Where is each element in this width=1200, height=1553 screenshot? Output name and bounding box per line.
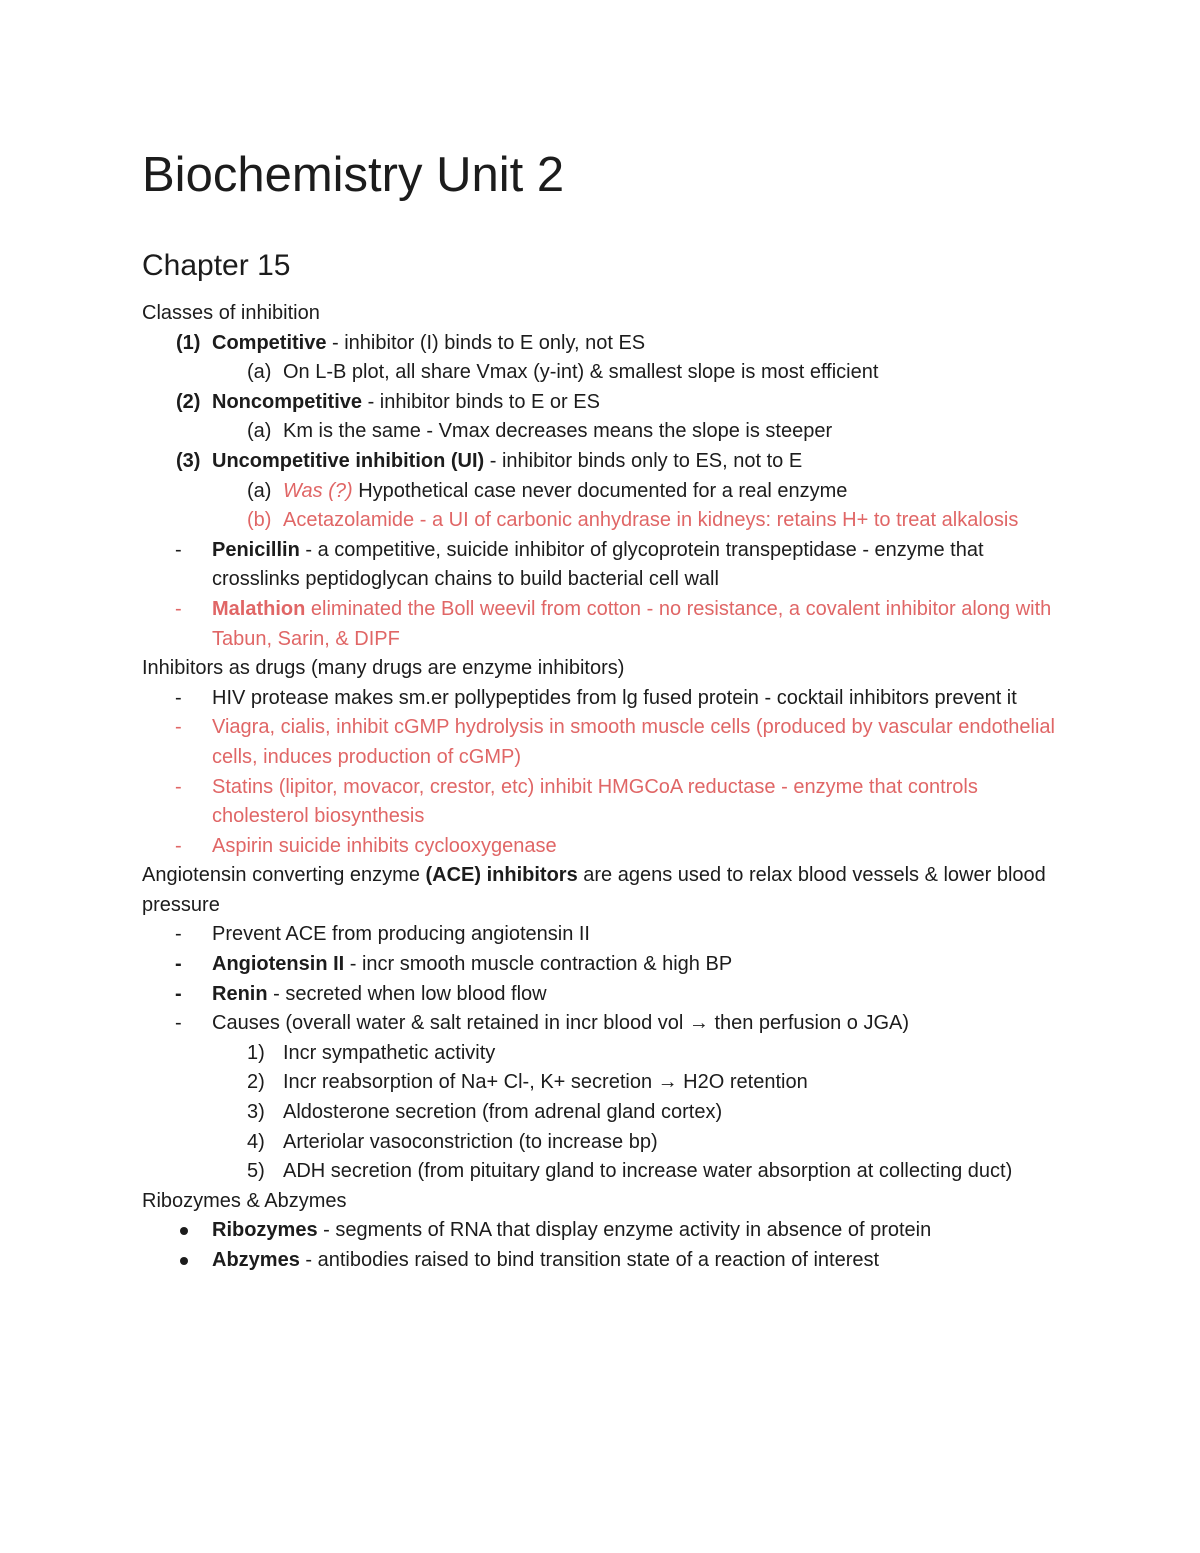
list-marker: - (175, 923, 182, 946)
item-text: HIV protease makes sm.er pollypeptides from lg fused protein - cocktail inhibitors prevent it (212, 686, 1017, 709)
term-penicillin: Penicillin (212, 538, 300, 561)
term-uncompetitive: Uncompetitive inhibition (UI) (212, 449, 485, 472)
ace-intro-post: are agens used to relax blood vessels & lower blood pressure (142, 864, 1046, 916)
document-body (142, 299, 1072, 1276)
list-marker: - (175, 686, 182, 709)
bullet-item-abzymes (142, 1246, 1072, 1276)
item-text: Causes (overall water & salt retained in incr blood vol → then perfusion o JGA) (212, 1012, 910, 1035)
item-description: - secreted when low blood flow (267, 982, 547, 1005)
list-marker: 1) (247, 1041, 265, 1064)
list-marker: (1) (176, 331, 201, 354)
list-item (142, 773, 1072, 832)
list-marker: 3) (247, 1101, 265, 1124)
list-marker: (a) (247, 361, 272, 384)
bullet-dot-icon (180, 1227, 188, 1235)
list-marker: (b) (247, 509, 272, 532)
note-italic: Was (?) (283, 479, 353, 502)
list-subitem (142, 477, 1072, 507)
list-marker: (a) (247, 420, 272, 443)
term-malathion: Malathion (212, 597, 306, 620)
list-subitem (142, 506, 1072, 536)
item-description: - inhibitor binds only to ES, not to E (484, 449, 803, 472)
list-marker: - (175, 982, 182, 1005)
item-text: Incr sympathetic activity (283, 1041, 496, 1064)
list-marker: 2) (247, 1071, 265, 1094)
term-abzymes: Abzymes (212, 1249, 300, 1271)
term-ace-inhibitors: (ACE) inhibitors (425, 864, 578, 887)
item-description: - segments of RNA that display enzyme activity in absence of protein (317, 1219, 932, 1242)
numbered-item (142, 1068, 1072, 1098)
list-item (142, 713, 1072, 772)
item-text: Arteriolar vasoconstriction (to increase bp) (283, 1130, 658, 1153)
term-noncompetitive: Noncompetitive (212, 390, 363, 413)
document-title: Biochemistry Unit 2 (142, 148, 565, 202)
term-angiotensin: Angiotensin II (212, 953, 345, 976)
list-marker: (2) (176, 390, 201, 413)
item-description: - a competitive, suicide inhibitor of glycoprotein transpeptidase - enzyme that crosslinks peptidoglycan chains to build bacterial cell wall (212, 538, 984, 591)
item-text: ADH secretion (from pituitary gland to increase water absorption at collecting duct) (283, 1160, 1013, 1183)
item-description: - antibodies raised to bind transition state of a reaction of interest (299, 1249, 880, 1271)
list-marker: - (175, 953, 182, 976)
item-description: - inhibitor (I) binds to E only, not ES (326, 331, 646, 354)
list-item (142, 684, 1072, 714)
list-marker: - (175, 834, 182, 857)
list-item-malathion (142, 595, 1072, 654)
item-description: - incr smooth muscle contraction & high BP (344, 953, 733, 976)
numbered-item (142, 1098, 1072, 1128)
list-item-angiotensin (142, 950, 1072, 980)
list-marker: - (175, 538, 182, 561)
subitem-text: On L-B plot, all share Vmax (y-int) & smallest slope is most efficient (283, 361, 879, 384)
list-item-renin (142, 980, 1072, 1010)
term-competitive: Competitive (212, 331, 327, 354)
term-renin: Renin (212, 982, 268, 1005)
numbered-item (142, 1128, 1072, 1158)
list-item-uncompetitive (142, 447, 1072, 477)
item-description: eliminated the Boll weevil from cotton - no resistance, a covalent inhibitor along with Tabun, Sarin, & DIPF (212, 597, 1052, 650)
item-text: Statins (lipitor, movacor, crestor, etc) inhibit HMGCoA reductase - enzyme that controls cholesterol biosynthesis (212, 775, 978, 828)
list-item-penicillin (142, 536, 1072, 595)
list-subitem (142, 417, 1072, 447)
list-subitem (142, 358, 1072, 388)
list-marker: - (175, 775, 182, 798)
list-item-noncompetitive (142, 388, 1072, 418)
list-item (142, 832, 1072, 862)
subitem-text: Hypothetical case never documented for a real enzyme (352, 479, 848, 502)
item-text: Incr reabsorption of Na+ Cl-, K+ secretion → H2O retention (283, 1071, 808, 1094)
list-marker: - (175, 1012, 182, 1035)
item-description: - inhibitor binds to E or ES (362, 390, 600, 413)
list-item (142, 920, 1072, 950)
term-ribozymes: Ribozymes (212, 1219, 318, 1242)
section-heading-inhibition: Classes of inhibition (142, 302, 320, 324)
list-marker: (a) (247, 479, 272, 502)
section-heading-drugs: Inhibitors as drugs (many drugs are enzyme inhibitors) (142, 657, 625, 680)
section-heading-ribozymes: Ribozymes & Abzymes (142, 1189, 347, 1212)
item-text: Viagra, cialis, inhibit cGMP hydrolysis in smooth muscle cells (produced by vascular endothelial cells, induces production of cGMP) (212, 716, 1055, 768)
item-text: Aldosterone secretion (from adrenal gland cortex) (283, 1101, 723, 1124)
item-text: Aspirin suicide inhibits cyclooxygenase (212, 834, 557, 857)
chapter-heading: Chapter 15 (142, 249, 291, 282)
subitem-text: Acetazolamide - a UI of carbonic anhydrase in kidneys: retains H+ to treat alkalosis (283, 509, 1019, 532)
numbered-item (142, 1157, 1072, 1187)
list-marker: - (175, 597, 182, 620)
subitem-text: Km is the same - Vmax decreases means the slope is steeper (283, 420, 833, 443)
list-marker: 5) (247, 1160, 265, 1183)
list-item-causes (142, 1009, 1072, 1039)
item-text: Prevent ACE from producing angiotensin II (212, 923, 590, 946)
list-marker: (3) (176, 449, 201, 472)
paragraph-ace-intro (142, 861, 1072, 920)
list-item-competitive (142, 329, 1072, 359)
bullet-dot-icon (180, 1257, 188, 1265)
list-marker: - (175, 716, 182, 739)
list-marker: 4) (247, 1130, 265, 1153)
ace-intro-pre: Angiotensin converting enzyme (142, 864, 426, 887)
bullet-item-ribozymes (142, 1216, 1072, 1246)
numbered-item (142, 1039, 1072, 1069)
